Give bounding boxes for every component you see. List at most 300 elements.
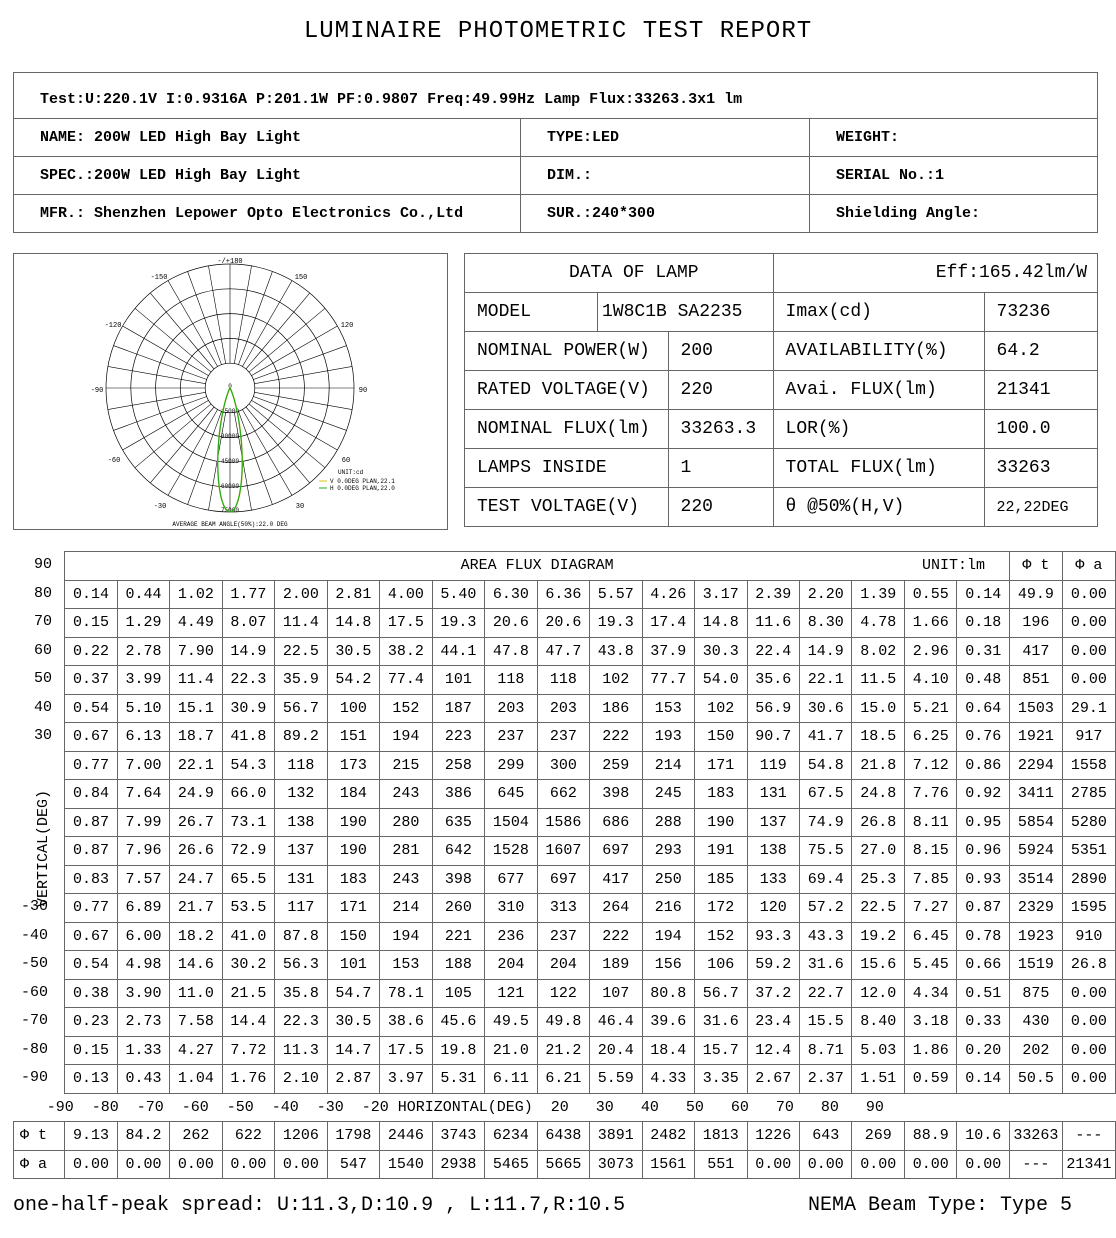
- mfr-cell: MFR.: Shenzhen Lepower Opto Electronics Co.,Ltd: [14, 195, 521, 233]
- shielding-cell: Shielding Angle:: [810, 195, 1098, 233]
- polar-spoke: [242, 409, 292, 495]
- flux-cell: 243: [380, 780, 432, 809]
- flux-cell: 18.2: [170, 922, 222, 951]
- polar-spoke: [251, 400, 337, 450]
- flux-cell: 49.8: [537, 1008, 589, 1037]
- flux-cell: 118: [537, 666, 589, 695]
- radial-label: 30000: [220, 433, 240, 440]
- lamp-value: 64.2: [984, 332, 1097, 371]
- flux-cell: 11.4: [170, 666, 222, 695]
- flux-cell: 30.9: [222, 694, 274, 723]
- flux-cell: 119: [747, 751, 799, 780]
- lamp-label: Imax(cd): [773, 293, 984, 332]
- flux-cell: 0.77: [65, 751, 117, 780]
- phi-a-cell: 5351: [1062, 837, 1115, 866]
- lamp-value: 100.0: [984, 410, 1097, 449]
- vertical-axis-label: 50: [34, 670, 53, 687]
- flux-cell: 183: [327, 865, 379, 894]
- phi-a-cell: 0.00: [1062, 1036, 1115, 1065]
- total-cell: 0.00: [800, 1150, 852, 1179]
- total-cell: 1813: [695, 1122, 747, 1151]
- flux-cell: 7.85: [904, 865, 956, 894]
- polar-spoke: [238, 411, 272, 504]
- flux-cell: 1.66: [904, 609, 956, 638]
- flux-cell: 8.71: [800, 1036, 852, 1065]
- flux-cell: 30.5: [327, 637, 379, 666]
- flux-cell: 107: [590, 979, 642, 1008]
- polar-spoke: [113, 396, 206, 430]
- lamp-label: NOMINAL POWER(W): [465, 332, 669, 371]
- polar-spoke: [242, 281, 292, 367]
- flux-cell: 15.6: [852, 951, 904, 980]
- flux-cell: 67.5: [800, 780, 852, 809]
- flux-cell: 11.3: [275, 1036, 327, 1065]
- flux-cell: 293: [642, 837, 694, 866]
- flux-cell: 11.0: [170, 979, 222, 1008]
- total-cell: 0.00: [957, 1150, 1010, 1179]
- phi-a-cell: 0.00: [1062, 666, 1115, 695]
- flux-cell: 156: [642, 951, 694, 980]
- flux-cell: 310: [485, 894, 537, 923]
- total-cell: 33263: [1009, 1122, 1062, 1151]
- flux-row: [14, 637, 1116, 666]
- flux-cell: 264: [590, 894, 642, 923]
- lamp-value: 33263.3: [668, 410, 773, 449]
- lamp-value: 1: [668, 449, 773, 488]
- flux-cell: 5.59: [590, 1065, 642, 1094]
- polar-spoke: [251, 326, 337, 376]
- polar-spoke: [123, 326, 209, 376]
- flux-cell: 0.31: [957, 637, 1010, 666]
- flux-cell: 8.07: [222, 609, 274, 638]
- flux-cell: 0.37: [65, 666, 117, 695]
- flux-cell: 8.15: [904, 837, 956, 866]
- name-cell: NAME: 200W LED High Bay Light: [14, 119, 521, 157]
- flux-cell: 54.8: [800, 751, 852, 780]
- total-cell: ---: [1062, 1122, 1115, 1151]
- flux-cell: 138: [275, 808, 327, 837]
- flux-cell: 106: [695, 951, 747, 980]
- flux-cell: 7.76: [904, 780, 956, 809]
- vertical-axis-label: -30: [21, 898, 49, 915]
- flux-cell: 4.78: [852, 609, 904, 638]
- flux-cell: 697: [537, 865, 589, 894]
- lamp-value: 21341: [984, 371, 1097, 410]
- flux-cell: 150: [327, 922, 379, 951]
- flux-cell: 102: [695, 694, 747, 723]
- total-cell: 6234: [485, 1122, 537, 1151]
- lamp-value: 200: [668, 332, 773, 371]
- legend-h: H 0.0DEG PLAN,22.0: [330, 485, 395, 492]
- flux-cell: 299: [485, 751, 537, 780]
- flux-cell: 151: [327, 723, 379, 752]
- flux-cell: 21.7: [170, 894, 222, 923]
- flux-cell: 26.7: [170, 808, 222, 837]
- flux-cell: 0.54: [65, 694, 117, 723]
- flux-cell: 24.9: [170, 780, 222, 809]
- flux-cell: 194: [380, 723, 432, 752]
- total-cell: 3891: [590, 1122, 642, 1151]
- flux-cell: 18.4: [642, 1036, 694, 1065]
- phi-t-cell: 196: [1009, 609, 1062, 638]
- polar-spoke: [188, 271, 222, 364]
- flux-cell: 0.15: [65, 609, 117, 638]
- flux-cell: 41.0: [222, 922, 274, 951]
- flux-cell: 41.7: [800, 723, 852, 752]
- lamp-label: MODEL: [465, 293, 598, 332]
- flux-cell: 133: [747, 865, 799, 894]
- flux-cell: 188: [432, 951, 484, 980]
- legend-v: V 0.0DEG PLAN,22.1: [330, 478, 395, 485]
- flux-cell: 14.8: [327, 609, 379, 638]
- flux-cell: 21.5: [222, 979, 274, 1008]
- flux-cell: 137: [275, 837, 327, 866]
- flux-cell: 1504: [485, 808, 537, 837]
- flux-cell: 35.6: [747, 666, 799, 695]
- flux-cell: 14.9: [800, 637, 852, 666]
- flux-cell: 172: [695, 894, 747, 923]
- phi-a-cell: 0.00: [1062, 580, 1115, 609]
- flux-cell: 4.49: [170, 609, 222, 638]
- flux-cell: 0.14: [65, 580, 117, 609]
- total-cell: 2446: [380, 1122, 432, 1151]
- total-cell: 0.00: [747, 1150, 799, 1179]
- flux-cell: 7.12: [904, 751, 956, 780]
- flux-cell: 2.20: [800, 580, 852, 609]
- flux-cell: 0.77: [65, 894, 117, 923]
- flux-cell: 5.57: [590, 580, 642, 609]
- polar-spoke: [150, 407, 214, 483]
- flux-cell: 6.30: [485, 580, 537, 609]
- flux-heading-cell: [65, 552, 1010, 581]
- phi-a-cell: 29.1: [1062, 694, 1115, 723]
- flux-cell: 43.8: [590, 637, 642, 666]
- axis-spacer: [1009, 1093, 1062, 1122]
- flux-cell: 2.81: [327, 580, 379, 609]
- flux-cell: 41.8: [222, 723, 274, 752]
- flux-cell: 417: [590, 865, 642, 894]
- total-cell: 1561: [642, 1150, 694, 1179]
- flux-cell: 1.51: [852, 1065, 904, 1094]
- flux-cell: 0.86: [957, 751, 1010, 780]
- flux-cell: 30.2: [222, 951, 274, 980]
- flux-cell: 11.4: [275, 609, 327, 638]
- phi-t-cell: 417: [1009, 637, 1062, 666]
- flux-cell: 14.8: [695, 609, 747, 638]
- flux-cell: 3.17: [695, 580, 747, 609]
- phi-t-cell: 1503: [1009, 694, 1062, 723]
- serial-cell: SERIAL No.:1: [810, 157, 1098, 195]
- flux-cell: 15.1: [170, 694, 222, 723]
- total-cell: 0.00: [904, 1150, 956, 1179]
- polar-spoke: [249, 308, 325, 372]
- flux-cell: 37.2: [747, 979, 799, 1008]
- flux-cell: 7.57: [117, 865, 169, 894]
- flux-cell: 5.45: [904, 951, 956, 980]
- lamp-label: RATED VOLTAGE(V): [465, 371, 669, 410]
- flux-cell: 101: [432, 666, 484, 695]
- angle-label: -150: [150, 274, 168, 282]
- lamp-value: 1W8C1B SA2235: [598, 293, 774, 332]
- axis-spacer: [1062, 1093, 1115, 1122]
- lamp-value: 220: [668, 371, 773, 410]
- flux-cell: 237: [485, 723, 537, 752]
- phi-a-cell: 1595: [1062, 894, 1115, 923]
- flux-cell: 4.27: [170, 1036, 222, 1065]
- total-cell: 9.13: [65, 1122, 117, 1151]
- flux-cell: 662: [537, 780, 589, 809]
- lamp-label: AVAILABILITY(%): [773, 332, 984, 371]
- flux-cell: 0.44: [117, 580, 169, 609]
- polar-spoke: [253, 396, 346, 430]
- phi-a-cell: 0.00: [1062, 1008, 1115, 1037]
- flux-cell: 102: [590, 666, 642, 695]
- flux-cell: 300: [537, 751, 589, 780]
- flux-cell: 46.4: [590, 1008, 642, 1037]
- phi-t-cell: 430: [1009, 1008, 1062, 1037]
- flux-cell: 137: [747, 808, 799, 837]
- flux-cell: 677: [485, 865, 537, 894]
- flux-cell: 194: [642, 922, 694, 951]
- flux-cell: 14.9: [222, 637, 274, 666]
- phi-t-cell: 3514: [1009, 865, 1062, 894]
- flux-cell: 2.73: [117, 1008, 169, 1037]
- flux-cell: 21.0: [485, 1036, 537, 1065]
- vertical-axis-label: 70: [34, 613, 53, 630]
- lamp-label: NOMINAL FLUX(lm): [465, 410, 669, 449]
- flux-cell: 216: [642, 894, 694, 923]
- flux-cell: 3.35: [695, 1065, 747, 1094]
- angle-label: 90: [358, 387, 368, 395]
- flux-cell: 31.6: [695, 1008, 747, 1037]
- flux-cell: 3.18: [904, 1008, 956, 1037]
- polar-spoke: [150, 293, 214, 369]
- total-cell: ---: [1009, 1150, 1062, 1179]
- flux-cell: 398: [590, 780, 642, 809]
- flux-cell: 132: [275, 780, 327, 809]
- flux-cell: 35.9: [275, 666, 327, 695]
- phi-a-cell: 917: [1062, 723, 1115, 752]
- flux-cell: 1.39: [852, 580, 904, 609]
- total-cell: 1798: [327, 1122, 379, 1151]
- flux-cell: 3.90: [117, 979, 169, 1008]
- total-cell: 262: [170, 1122, 222, 1151]
- flux-cell: 47.8: [485, 637, 537, 666]
- flux-cell: 11.5: [852, 666, 904, 695]
- flux-cell: 19.3: [432, 609, 484, 638]
- flux-cell: 2.10: [275, 1065, 327, 1094]
- flux-cell: 35.8: [275, 979, 327, 1008]
- flux-cell: 153: [642, 694, 694, 723]
- flux-cell: 22.5: [275, 637, 327, 666]
- flux-cell: 6.25: [904, 723, 956, 752]
- flux-cell: 204: [485, 951, 537, 980]
- angle-label: 30: [295, 503, 305, 511]
- flux-cell: 288: [642, 808, 694, 837]
- flux-cell: 22.1: [800, 666, 852, 695]
- flux-cell: 0.51: [957, 979, 1010, 1008]
- flux-cell: 37.9: [642, 637, 694, 666]
- flux-cell: 7.58: [170, 1008, 222, 1037]
- total-cell: 0.00: [170, 1150, 222, 1179]
- flux-cell: 122: [537, 979, 589, 1008]
- flux-row-label-cell: [14, 751, 65, 780]
- flux-cell: 0.67: [65, 922, 117, 951]
- flux-cell: 0.13: [65, 1065, 117, 1094]
- flux-cell: 93.3: [747, 922, 799, 951]
- lamp-label: LAMPS INSIDE: [465, 449, 669, 488]
- flux-cell: 49.5: [485, 1008, 537, 1037]
- flux-row: [14, 666, 1116, 695]
- flux-cell: 5.31: [432, 1065, 484, 1094]
- flux-cell: 0.93: [957, 865, 1010, 894]
- flux-cell: 131: [747, 780, 799, 809]
- angle-label: -90: [90, 387, 104, 395]
- flux-cell: 73.1: [222, 808, 274, 837]
- flux-cell: 22.4: [747, 637, 799, 666]
- polar-spoke: [246, 407, 310, 483]
- total-cell: 1206: [275, 1122, 327, 1151]
- flux-cell: 1.02: [170, 580, 222, 609]
- flux-unit: UNIT:lm: [921, 557, 985, 574]
- flux-cell: 14.4: [222, 1008, 274, 1037]
- flux-cell: 25.3: [852, 865, 904, 894]
- flux-cell: 0.66: [957, 951, 1010, 980]
- area-flux-diagram: [13, 551, 1116, 1179]
- flux-cell: 1.77: [222, 580, 274, 609]
- flux-cell: 72.9: [222, 837, 274, 866]
- horizontal-axis-labels: -90 -80 -70 -60 -50 -40 -30 -20 HORIZONTAL(DEG) 20 30 40 50 60 70 80 90: [46, 1098, 884, 1116]
- header-table: [13, 72, 1098, 233]
- phi-t-cell: 1921: [1009, 723, 1062, 752]
- flux-cell: 260: [432, 894, 484, 923]
- flux-cell: 0.96: [957, 837, 1010, 866]
- flux-cell: 2.78: [117, 637, 169, 666]
- report-title: LUMINAIRE PHOTOMETRIC TEST REPORT: [303, 18, 813, 45]
- phi-t-cell: 3411: [1009, 780, 1062, 809]
- phi-a-cell: 2785: [1062, 780, 1115, 809]
- flux-row: [14, 1008, 1116, 1037]
- flux-cell: 194: [380, 922, 432, 951]
- flux-cell: 8.30: [800, 609, 852, 638]
- flux-cell: 0.84: [65, 780, 117, 809]
- radial-label: 60000: [220, 483, 240, 490]
- flux-cell: 245: [642, 780, 694, 809]
- total-cell: 88.9: [904, 1122, 956, 1151]
- total-cell: 1540: [380, 1150, 432, 1179]
- flux-cell: 1.76: [222, 1065, 274, 1094]
- vertical-axis-label: -50: [21, 955, 49, 972]
- flux-cell: 21.2: [537, 1036, 589, 1065]
- flux-cell: 74.9: [800, 808, 852, 837]
- polar-spoke: [108, 366, 206, 383]
- flux-row: [14, 865, 1116, 894]
- flux-cell: 0.15: [65, 1036, 117, 1065]
- flux-cell: 6.45: [904, 922, 956, 951]
- polar-diagram: [13, 253, 448, 530]
- flux-cell: 45.6: [432, 1008, 484, 1037]
- flux-cell: 56.7: [695, 979, 747, 1008]
- phi-a-cell: 0.00: [1062, 979, 1115, 1008]
- vertical-axis-label: -80: [21, 1040, 49, 1058]
- flux-cell: 117: [275, 894, 327, 923]
- flux-cell: 31.6: [800, 951, 852, 980]
- flux-cell: 0.87: [957, 894, 1010, 923]
- polar-spoke: [254, 392, 352, 409]
- flux-cell: 23.4: [747, 1008, 799, 1037]
- flux-cell: 24.8: [852, 780, 904, 809]
- flux-cell: 6.11: [485, 1065, 537, 1094]
- flux-cell: 6.21: [537, 1065, 589, 1094]
- radial-label: 15000: [220, 408, 240, 415]
- flux-cell: 20.4: [590, 1036, 642, 1065]
- polar-spoke: [254, 366, 352, 383]
- vertical-axis-label: 90: [34, 556, 53, 573]
- flux-row: [14, 723, 1116, 752]
- flux-cell: 398: [432, 865, 484, 894]
- vertical-axis-title: VERTICAL(DEG): [35, 789, 52, 907]
- flux-cell: 152: [380, 694, 432, 723]
- weight-cell: WEIGHT:: [810, 119, 1098, 157]
- total-row-label: Φ a: [14, 1150, 65, 1179]
- flux-cell: 1.04: [170, 1065, 222, 1094]
- total-cell: 0.00: [275, 1150, 327, 1179]
- flux-cell: 214: [642, 751, 694, 780]
- lamp-heading: DATA OF LAMP: [465, 254, 774, 293]
- flux-cell: 17.5: [380, 1036, 432, 1065]
- flux-cell: 77.7: [642, 666, 694, 695]
- flux-cell: 56.9: [747, 694, 799, 723]
- flux-cell: 77.4: [380, 666, 432, 695]
- flux-cell: 14.6: [170, 951, 222, 980]
- flux-cell: 20.6: [485, 609, 537, 638]
- angle-label: -60: [107, 457, 121, 465]
- flux-cell: 250: [642, 865, 694, 894]
- lamp-value: 220: [668, 488, 773, 527]
- flux-cell: 6.13: [117, 723, 169, 752]
- flux-cell: 4.34: [904, 979, 956, 1008]
- total-cell: 21341: [1062, 1150, 1115, 1179]
- flux-cell: 1607: [537, 837, 589, 866]
- flux-cell: 0.92: [957, 780, 1010, 809]
- flux-cell: 313: [537, 894, 589, 923]
- flux-cell: 54.2: [327, 666, 379, 695]
- flux-cell: 27.0: [852, 837, 904, 866]
- phi-t-cell: 5924: [1009, 837, 1062, 866]
- flux-cell: 686: [590, 808, 642, 837]
- flux-table: [13, 551, 1116, 1179]
- flux-cell: 56.7: [275, 694, 327, 723]
- flux-cell: 0.67: [65, 723, 117, 752]
- flux-cell: 17.4: [642, 609, 694, 638]
- flux-cell: 150: [695, 723, 747, 752]
- total-cell: 0.00: [117, 1150, 169, 1179]
- flux-cell: 26.8: [852, 808, 904, 837]
- spec-cell: SPEC.:200W LED High Bay Light: [14, 157, 521, 195]
- flux-cell: 4.26: [642, 580, 694, 609]
- flux-cell: 280: [380, 808, 432, 837]
- phi-t-cell: 1519: [1009, 951, 1062, 980]
- polar-spoke: [188, 411, 222, 504]
- flux-cell: 697: [590, 837, 642, 866]
- total-cell: 84.2: [117, 1122, 169, 1151]
- polar-spoke: [108, 392, 206, 409]
- phi-a-header: Φ a: [1062, 552, 1115, 581]
- flux-cell: 19.8: [432, 1036, 484, 1065]
- flux-cell: 17.5: [380, 609, 432, 638]
- flux-cell: 203: [537, 694, 589, 723]
- polar-spoke: [249, 404, 325, 468]
